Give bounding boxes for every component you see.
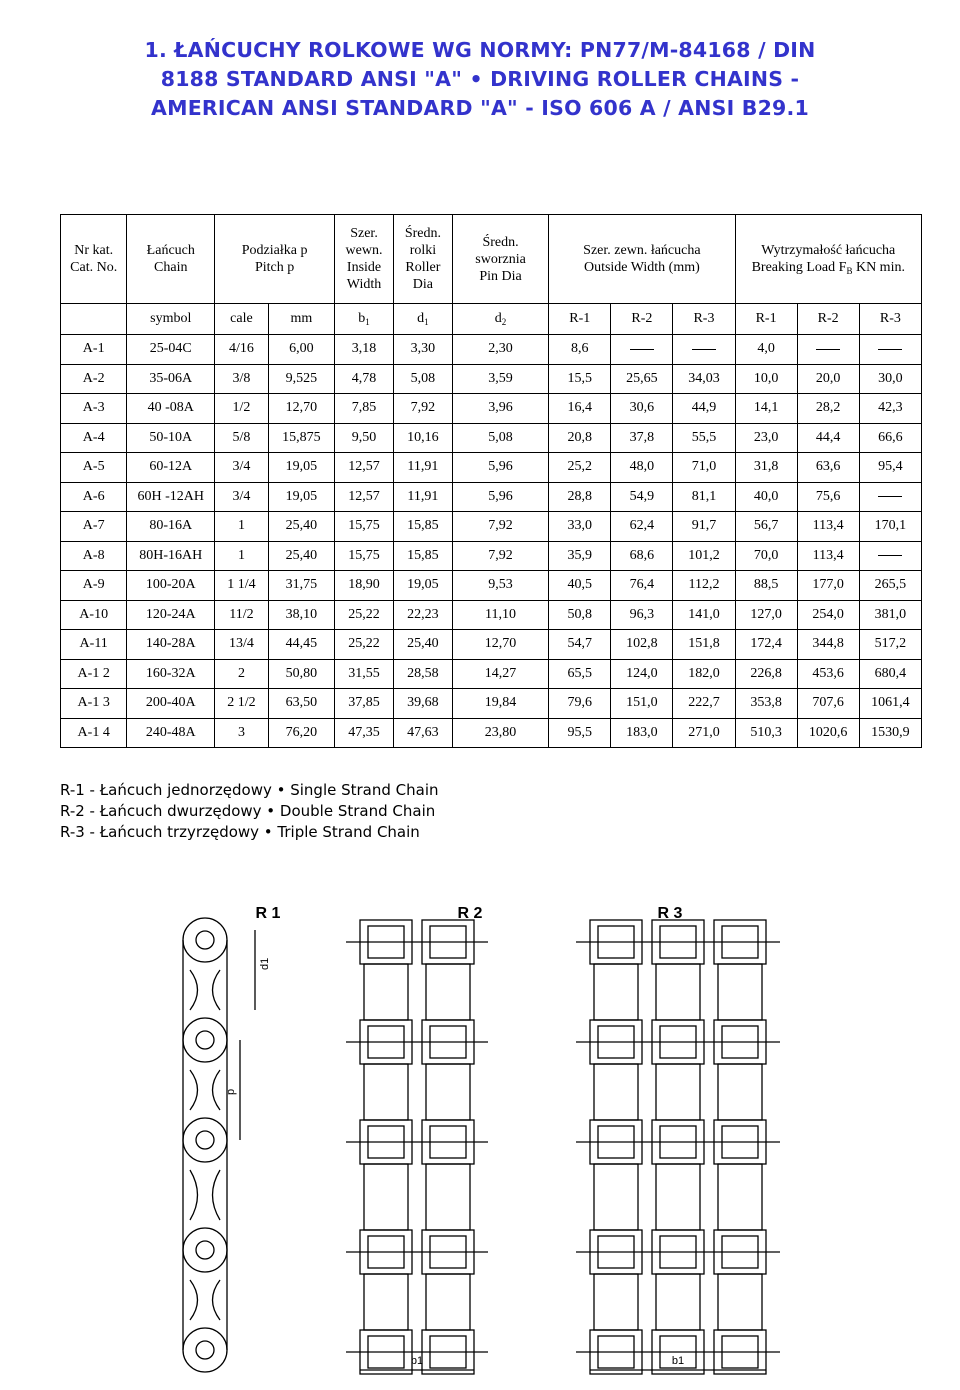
plate-waist <box>213 1070 221 1110</box>
table-cell: 40,0 <box>735 482 797 512</box>
table-cell: 3/4 <box>215 453 269 483</box>
table-cell <box>859 541 921 571</box>
table-cell: 66,6 <box>859 423 921 453</box>
table-cell: A-5 <box>61 453 127 483</box>
table-cell: 54,7 <box>549 630 611 660</box>
table-cell: 22,23 <box>393 600 452 630</box>
table-cell: 23,80 <box>452 718 548 748</box>
header-pin-dia: Średn. sworznia Pin Dia <box>452 215 548 304</box>
table-cell: 4,78 <box>335 364 394 394</box>
table-cell: 80-16A <box>127 512 215 542</box>
table-cell: 60-12A <box>127 453 215 483</box>
table-cell: 1/2 <box>215 394 269 424</box>
roller-circle <box>183 1018 227 1062</box>
table-cell: 56,7 <box>735 512 797 542</box>
subheader-symbol: symbol <box>127 304 215 335</box>
table-cell: 8,6 <box>549 335 611 365</box>
table-cell: 38,10 <box>268 600 334 630</box>
table-cell: 381,0 <box>859 600 921 630</box>
table-cell: 30,0 <box>859 364 921 394</box>
subheader-d2: $d_2$ <box>452 304 548 335</box>
table-cell <box>859 335 921 365</box>
table-row <box>61 541 922 571</box>
table-cell: 10,16 <box>393 423 452 453</box>
table-cell: 19,84 <box>452 689 548 719</box>
r2-bushing <box>364 964 408 1020</box>
table-cell: 15,85 <box>393 541 452 571</box>
subheader-r1-load: R-1 <box>735 304 797 335</box>
table-cell <box>859 482 921 512</box>
r3-bushing <box>718 1164 762 1230</box>
table-cell: 25,22 <box>335 600 394 630</box>
table-cell: 47,63 <box>393 718 452 748</box>
table-cell: 160-32A <box>127 659 215 689</box>
table-cell: 170,1 <box>859 512 921 542</box>
pin-circle <box>196 1031 214 1049</box>
table-cell: 4,0 <box>735 335 797 365</box>
table-cell: 23,0 <box>735 423 797 453</box>
table-cell: 140-28A <box>127 630 215 660</box>
table-cell: 35-06A <box>127 364 215 394</box>
table-cell: 37,85 <box>335 689 394 719</box>
table-cell: 1 1/4 <box>215 571 269 601</box>
table-cell: 7,92 <box>393 394 452 424</box>
table-cell: 5,96 <box>452 482 548 512</box>
table-row <box>61 512 922 542</box>
table-cell: 707,6 <box>797 689 859 719</box>
table-row <box>61 364 922 394</box>
label-r2: R 2 <box>457 905 483 922</box>
table-cell: 95,5 <box>549 718 611 748</box>
table-subheader-row <box>61 304 922 335</box>
table-cell: 9,525 <box>268 364 334 394</box>
subheader-r3-load: R-3 <box>859 304 921 335</box>
table-row <box>61 718 922 748</box>
table-cell: 12,70 <box>452 630 548 660</box>
table-cell: 54,9 <box>611 482 673 512</box>
table-cell: 39,68 <box>393 689 452 719</box>
table-cell: 453,6 <box>797 659 859 689</box>
table-cell: 2 1/2 <box>215 689 269 719</box>
table-cell: 3,18 <box>335 335 394 365</box>
table-cell: A-1 4 <box>61 718 127 748</box>
table-cell: 35,9 <box>549 541 611 571</box>
subheader-inch: cale <box>215 304 269 335</box>
table-cell: 25,40 <box>268 541 334 571</box>
pin-circle <box>196 1131 214 1149</box>
table-cell: 75,6 <box>797 482 859 512</box>
table-cell: 3,96 <box>452 394 548 424</box>
table-cell: A-10 <box>61 600 127 630</box>
plate-waist <box>190 1170 198 1220</box>
header-pitch: Podziałka p Pitch p <box>215 215 335 304</box>
table-cell: A-1 2 <box>61 659 127 689</box>
r3-bushing <box>718 964 762 1020</box>
r3-bushing <box>594 1274 638 1330</box>
table-cell: 15,875 <box>268 423 334 453</box>
table-cell: 44,45 <box>268 630 334 660</box>
r2-bushing <box>426 1064 470 1120</box>
table-cell: 5,08 <box>393 364 452 394</box>
table-cell: 28,58 <box>393 659 452 689</box>
dim-b1-label: b1 <box>671 1355 685 1367</box>
table-cell: 88,5 <box>735 571 797 601</box>
table-cell: 5/8 <box>215 423 269 453</box>
dash-mark <box>630 349 654 350</box>
table-cell <box>797 335 859 365</box>
table-cell: 353,8 <box>735 689 797 719</box>
table-cell: 11/2 <box>215 600 269 630</box>
table-cell: 141,0 <box>673 600 735 630</box>
table-cell: A-1 3 <box>61 689 127 719</box>
table-cell: 33,0 <box>549 512 611 542</box>
table-cell: 80H-16AH <box>127 541 215 571</box>
table-row <box>61 482 922 512</box>
table-cell: 517,2 <box>859 630 921 660</box>
label-r3: R 3 <box>657 905 683 922</box>
table-cell: 20,8 <box>549 423 611 453</box>
table-cell: 3,59 <box>452 364 548 394</box>
pin-circle <box>196 931 214 949</box>
table-cell: 50,8 <box>549 600 611 630</box>
table-cell: 3/8 <box>215 364 269 394</box>
page-title <box>60 36 900 123</box>
table-cell: 172,4 <box>735 630 797 660</box>
table-cell: 4/16 <box>215 335 269 365</box>
table-cell: 19,05 <box>268 482 334 512</box>
table-cell: 50-10A <box>127 423 215 453</box>
subheader-b1: $b_1$ <box>335 304 394 335</box>
table-cell: 15,75 <box>335 512 394 542</box>
table-row <box>61 423 922 453</box>
table-cell: 13/4 <box>215 630 269 660</box>
table-body <box>61 335 922 748</box>
table-cell: 19,05 <box>393 571 452 601</box>
table-cell: 14,27 <box>452 659 548 689</box>
table-cell: 182,0 <box>673 659 735 689</box>
table-cell <box>673 335 735 365</box>
table-cell: 680,4 <box>859 659 921 689</box>
subheader-r2-load: R-2 <box>797 304 859 335</box>
table-cell: 1020,6 <box>797 718 859 748</box>
plate-waist <box>190 970 198 1010</box>
header-inside-width: Szer. wewn. Inside Width <box>335 215 394 304</box>
table-cell: 62,4 <box>611 512 673 542</box>
dash-mark <box>692 349 716 350</box>
table-cell: 79,6 <box>549 689 611 719</box>
table-cell: 120-24A <box>127 600 215 630</box>
header-chain: Łańcuch Chain <box>127 215 215 304</box>
plate-waist <box>213 1280 221 1320</box>
roller-circle <box>183 1228 227 1272</box>
table-row <box>61 453 922 483</box>
table-cell: 50,80 <box>268 659 334 689</box>
table-cell: 9,53 <box>452 571 548 601</box>
table-cell: 11,10 <box>452 600 548 630</box>
table-cell: 47,35 <box>335 718 394 748</box>
title-line-2: 8188 STANDARD ANSI "A" • DRIVING ROLLER CHAINS - <box>160 67 800 91</box>
table-cell: 183,0 <box>611 718 673 748</box>
dash-mark <box>878 496 902 497</box>
dim-p-label: p <box>225 1088 237 1095</box>
chain-drawings <box>150 900 930 1380</box>
table-cell: 11,91 <box>393 453 452 483</box>
table-cell: 65,5 <box>549 659 611 689</box>
table-cell: 63,50 <box>268 689 334 719</box>
r2-bushing <box>426 964 470 1020</box>
table-row <box>61 571 922 601</box>
table-cell: 76,20 <box>268 718 334 748</box>
table-cell: 70,0 <box>735 541 797 571</box>
legend <box>60 780 439 843</box>
table-cell: 510,3 <box>735 718 797 748</box>
table-cell: 10,0 <box>735 364 797 394</box>
table-cell: 222,7 <box>673 689 735 719</box>
table-cell: 44,4 <box>797 423 859 453</box>
table-cell: 25,40 <box>268 512 334 542</box>
table-cell: 3 <box>215 718 269 748</box>
table-cell: 12,57 <box>335 453 394 483</box>
label-r1: R 1 <box>255 905 281 922</box>
table-cell: 240-48A <box>127 718 215 748</box>
table-cell: 63,6 <box>797 453 859 483</box>
table-cell: 40,5 <box>549 571 611 601</box>
r3-bushing <box>656 1274 700 1330</box>
table-cell: 7,92 <box>452 512 548 542</box>
plate-waist <box>190 1280 198 1320</box>
r3-bushing <box>594 964 638 1020</box>
table-cell: 25,65 <box>611 364 673 394</box>
table-cell: 100-20A <box>127 571 215 601</box>
table-cell: 6,00 <box>268 335 334 365</box>
table-cell: 2,30 <box>452 335 548 365</box>
plate-waist <box>190 1070 198 1110</box>
table-cell: 18,90 <box>335 571 394 601</box>
table-cell: A-3 <box>61 394 127 424</box>
table-cell: 3/4 <box>215 482 269 512</box>
header-cat-no: Nr kat. Cat. No. <box>61 215 127 304</box>
table-cell: 5,08 <box>452 423 548 453</box>
subheader-r3: R-3 <box>673 304 735 335</box>
table-cell: 9,50 <box>335 423 394 453</box>
table-cell: 1061,4 <box>859 689 921 719</box>
table-cell: 68,6 <box>611 541 673 571</box>
table-cell: 81,1 <box>673 482 735 512</box>
table-cell: 265,5 <box>859 571 921 601</box>
table-cell: 15,5 <box>549 364 611 394</box>
table-cell: A-1 <box>61 335 127 365</box>
table-cell: 127,0 <box>735 600 797 630</box>
table-cell: 95,4 <box>859 453 921 483</box>
table-cell: 5,96 <box>452 453 548 483</box>
table-cell: 31,75 <box>268 571 334 601</box>
table-cell: 1 <box>215 512 269 542</box>
table-cell: 102,8 <box>611 630 673 660</box>
header-outside-width: Szer. zewn. łańcucha Outside Width (mm) <box>549 215 735 304</box>
table-cell: 28,2 <box>797 394 859 424</box>
table-cell: A-4 <box>61 423 127 453</box>
r2-bushing <box>364 1064 408 1120</box>
table-cell: 25,2 <box>549 453 611 483</box>
r2-bushing <box>426 1164 470 1230</box>
table-cell: 151,8 <box>673 630 735 660</box>
dash-mark <box>878 555 902 556</box>
roller-circle <box>183 918 227 962</box>
pin-circle <box>196 1341 214 1359</box>
table-cell: 15,85 <box>393 512 452 542</box>
r3-bushing <box>594 1064 638 1120</box>
table-row <box>61 689 922 719</box>
dash-mark <box>878 349 902 350</box>
table-cell: 101,2 <box>673 541 735 571</box>
r2-bushing <box>364 1164 408 1230</box>
r3-bushing <box>718 1274 762 1330</box>
table-cell: 20,0 <box>797 364 859 394</box>
table-cell: 44,9 <box>673 394 735 424</box>
table-cell: 42,3 <box>859 394 921 424</box>
title-line-3: AMERICAN ANSI STANDARD "A" - ISO 606 A / ANSI B29.1 <box>151 96 809 120</box>
r2-bushing <box>364 1274 408 1330</box>
header-roller-dia: Średn. rolki Roller Dia <box>393 215 452 304</box>
table-cell: 12,70 <box>268 394 334 424</box>
table-cell: 25,40 <box>393 630 452 660</box>
dash-mark <box>816 349 840 350</box>
table-cell: 37,8 <box>611 423 673 453</box>
table-cell: 200-40A <box>127 689 215 719</box>
table-cell: 113,4 <box>797 541 859 571</box>
table-cell: 124,0 <box>611 659 673 689</box>
table-cell: 271,0 <box>673 718 735 748</box>
subheader-mm: mm <box>268 304 334 335</box>
table-cell: 16,4 <box>549 394 611 424</box>
table-cell: 71,0 <box>673 453 735 483</box>
table-cell: A-7 <box>61 512 127 542</box>
table-cell: 30,6 <box>611 394 673 424</box>
header-breaking-load: Wytrzymałość łańcucha Breaking Load $F_B$ KN min. <box>735 215 921 304</box>
table-cell: 254,0 <box>797 600 859 630</box>
r3-bushing <box>594 1164 638 1230</box>
r2-bushing <box>426 1274 470 1330</box>
roller-circle <box>183 1118 227 1162</box>
table-cell: A-6 <box>61 482 127 512</box>
table-cell: 19,05 <box>268 453 334 483</box>
table-cell: 25-04C <box>127 335 215 365</box>
table-row <box>61 600 922 630</box>
table-cell: 3,30 <box>393 335 452 365</box>
table-cell: 2 <box>215 659 269 689</box>
table-cell: 151,0 <box>611 689 673 719</box>
r3-bushing <box>656 964 700 1020</box>
table-cell: A-2 <box>61 364 127 394</box>
title-line-1: 1. ŁAŃCUCHY ROLKOWE WG NORMY: PN77/M-84168 / DIN <box>144 38 816 62</box>
table-cell: 76,4 <box>611 571 673 601</box>
table-cell: 48,0 <box>611 453 673 483</box>
table-cell: 14,1 <box>735 394 797 424</box>
table-cell: 344,8 <box>797 630 859 660</box>
roller-circle <box>183 1328 227 1372</box>
plate-waist <box>213 970 221 1010</box>
table-cell: 25,22 <box>335 630 394 660</box>
table-cell: 113,4 <box>797 512 859 542</box>
table-cell: 55,5 <box>673 423 735 453</box>
table-cell: 60H -12AH <box>127 482 215 512</box>
table-cell: 1 <box>215 541 269 571</box>
table-row <box>61 394 922 424</box>
table-cell: 11,91 <box>393 482 452 512</box>
table-cell: A-8 <box>61 541 127 571</box>
table-cell: 91,7 <box>673 512 735 542</box>
table-header-row <box>61 215 922 304</box>
dim-d1-label: d1 <box>259 957 271 970</box>
table-cell: A-9 <box>61 571 127 601</box>
table-cell: 31,8 <box>735 453 797 483</box>
table-row <box>61 335 922 365</box>
legend-item-r1: R-1 - Łańcuch jednorzędowy • Single Strand Chain <box>60 781 439 799</box>
pin-circle <box>196 1241 214 1259</box>
table-cell: 96,3 <box>611 600 673 630</box>
table-row <box>61 630 922 660</box>
legend-item-r3: R-3 - Łańcuch trzyrzędowy • Triple Strand Chain <box>60 823 420 841</box>
plate-waist <box>213 1170 221 1220</box>
table-cell: 1530,9 <box>859 718 921 748</box>
r3-bushing <box>656 1164 700 1230</box>
chain-spec-table <box>60 214 922 748</box>
subheader-r1: R-1 <box>549 304 611 335</box>
subheader-r2: R-2 <box>611 304 673 335</box>
table-row <box>61 659 922 689</box>
table-cell: 34,03 <box>673 364 735 394</box>
dim-b1-label: b1 <box>410 1355 424 1367</box>
legend-item-r2: R-2 - Łańcuch dwurzędowy • Double Strand Chain <box>60 802 436 820</box>
table-cell: 28,8 <box>549 482 611 512</box>
r3-bushing <box>718 1064 762 1120</box>
r3-bushing <box>656 1064 700 1120</box>
subheader-d1: $d_1$ <box>393 304 452 335</box>
table-cell: 177,0 <box>797 571 859 601</box>
table-cell: A-11 <box>61 630 127 660</box>
table-cell: 226,8 <box>735 659 797 689</box>
table-cell: 112,2 <box>673 571 735 601</box>
table-cell <box>611 335 673 365</box>
table-cell: 31,55 <box>335 659 394 689</box>
subheader-blank <box>61 304 127 335</box>
table-cell: 12,57 <box>335 482 394 512</box>
table-cell: 7,92 <box>452 541 548 571</box>
table-cell: 15,75 <box>335 541 394 571</box>
table-cell: 40 -08A <box>127 394 215 424</box>
table-cell: 7,85 <box>335 394 394 424</box>
